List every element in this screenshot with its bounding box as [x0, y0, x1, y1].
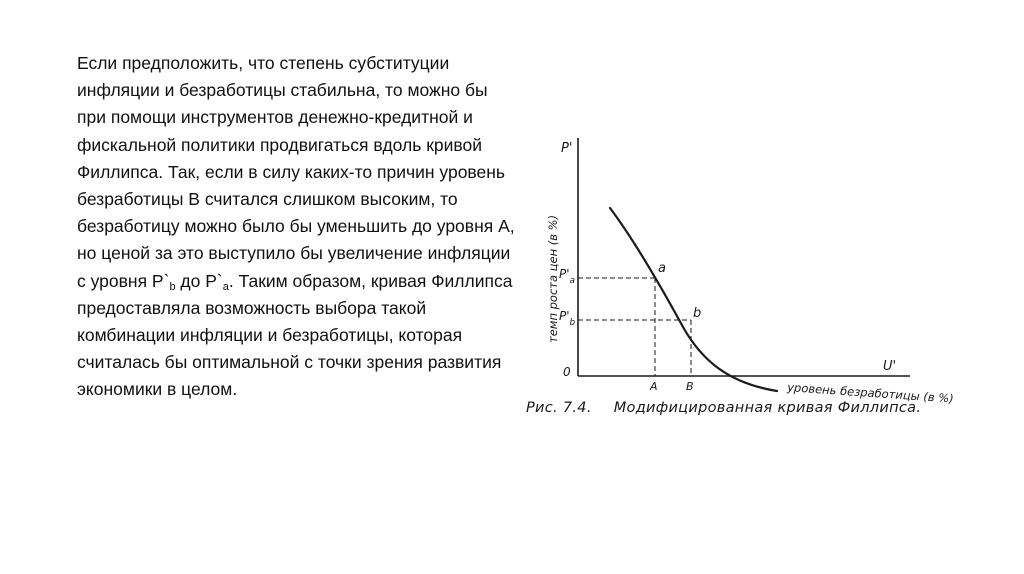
pb-label-sub: b: [569, 318, 576, 328]
y-axis-label: темп роста цен (в %): [546, 214, 560, 343]
point-b-label: b: [693, 306, 702, 321]
paragraph-text-mid: до P`: [175, 270, 223, 291]
x-axis-name: U': [883, 359, 897, 374]
phillips-curve-figure: [515, 128, 955, 438]
figure-number: Рис. 7.4.: [526, 400, 592, 416]
pa-label-sub: a: [569, 276, 576, 286]
body-paragraph: [77, 50, 517, 404]
point-a-label: a: [658, 261, 666, 276]
tick-a-label: A: [650, 380, 658, 393]
origin-label: 0: [563, 365, 571, 379]
pb-label-main: P': [559, 309, 570, 323]
pb-label: [559, 309, 576, 328]
subscript-b: b: [169, 280, 176, 293]
paragraph-text-start: Если предположить, что степень субституции инфляции и безработицы стабильна, то можно бы при помощи инструментов денежно-кредитной и фискальной политики продвигаться вдоль кривой Филлипса. Так, если в силу каких-то причин уровень безработицы B считался слишком высоким, то безработицу можно было бы уменьшить до уровня A, но ценой за это выступило бы увеличение инфляции с уровня P`: [77, 53, 515, 291]
x-axis-label: уровень безработицы (в %): [786, 380, 955, 406]
pa-label: [559, 267, 575, 286]
figure-caption: [526, 400, 922, 416]
phillips-curve-svg: [515, 128, 955, 438]
subscript-a: a: [222, 280, 229, 293]
pa-label-main: P': [559, 267, 570, 281]
figure-title: Модифицированная кривая Филлипса.: [613, 400, 922, 416]
paragraph-text-end: . Таким образом, кривая Филлипса предоставляла возможность выбора такой комбинации инфляции и безработицы, которая считалась бы оптимальной с точки зрения развития экономики в целом.: [77, 270, 513, 400]
tick-b-label: B: [686, 380, 694, 393]
y-axis-name: P': [561, 141, 573, 156]
phillips-curve: [610, 208, 777, 391]
